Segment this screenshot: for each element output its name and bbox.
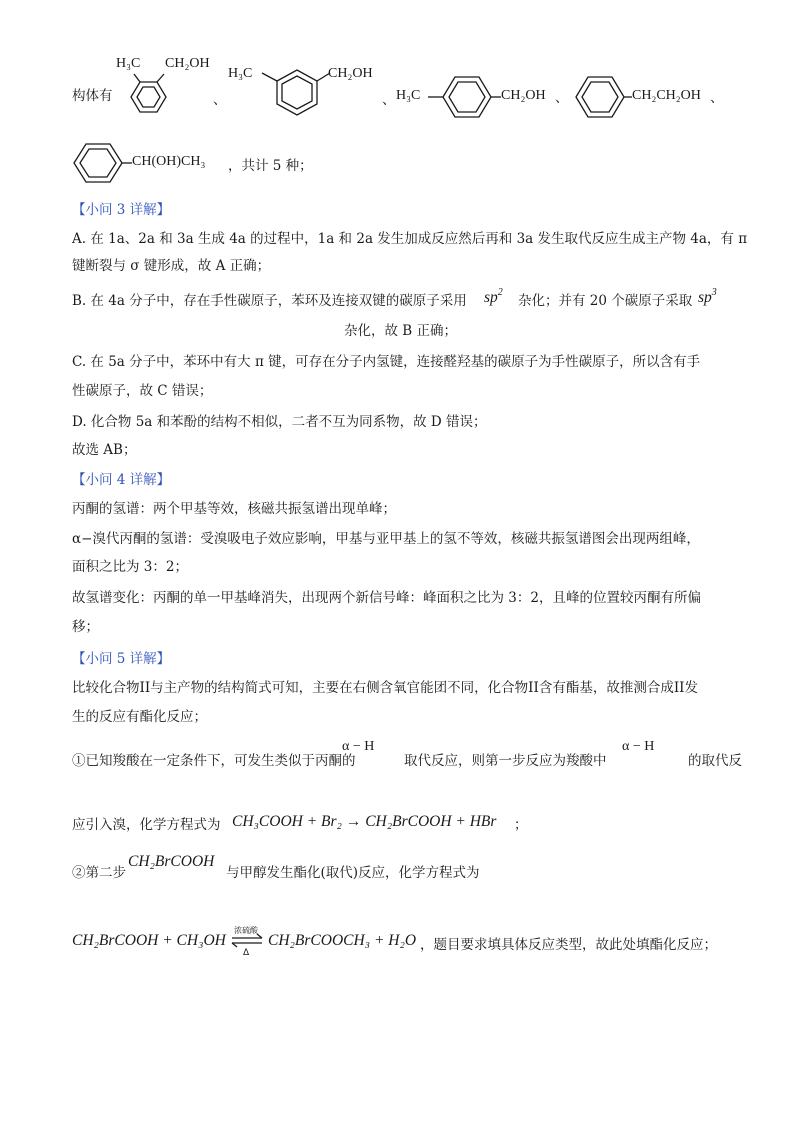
q3-option-b-line1: B. 在 4a 分子中，存在手性碳原子，苯环及连接双键的碳原子采用 xyxy=(72,293,467,309)
separator: 、 xyxy=(555,90,569,106)
q4-line3: 面积之比为 3：2； xyxy=(72,559,188,575)
s1-ch2oh: CH₂OH xyxy=(165,56,210,71)
equation-esterification-right: CH₂BrCOOCH₃ + H₂O xyxy=(268,932,417,949)
alpha-h-term: α − H xyxy=(342,739,375,754)
q3-option-d: D. 化合物 5a 和苯酚的结构不相似，二者不互为同系物，故 D 错误； xyxy=(72,414,487,430)
separator: 、 xyxy=(382,92,396,108)
separator: 、 xyxy=(213,92,227,108)
q5-step2-text-b: 与甲醇发生酯化(取代)反应，化学方程式为 xyxy=(226,865,480,881)
s3-ch2oh: CH₂OH xyxy=(501,88,546,103)
q3-option-a-line2: 键断裂与 σ 键形成，故 A 正确； xyxy=(72,258,271,274)
s1-methyl: H₃C xyxy=(116,56,141,71)
q3-header: 【小问 3 详解】 xyxy=(72,202,171,218)
q3-option-b-line2: 杂化，故 B 正确； xyxy=(344,323,458,339)
q5-step1-text-d: 应引入溴，化学方程式为 xyxy=(72,817,221,833)
q5-step1-end: ； xyxy=(514,817,528,833)
isomer-intro: 构体有 xyxy=(72,88,113,104)
condition-catalyst: 浓硫酸 xyxy=(234,926,258,935)
sp2-term: $sp^2$ xyxy=(484,287,503,306)
equation-bromination: CH₃COOH + Br₂ → CH₂BrCOOH + HBr xyxy=(232,813,497,830)
q4-line1: 丙酮的氢谱：两个甲基等效，核磁共振氢谱出现单峰； xyxy=(72,501,396,517)
q3-option-c-line1: C. 在 5a 分子中，苯环中有大 π 键，可存在分子内氢键，连接醛羟基的碳原子为手性碳原子，所以含有手 xyxy=(72,354,701,370)
bromoacetic-acid-formula: CH₂BrCOOH xyxy=(128,853,215,870)
s3-methyl: H₃C xyxy=(396,88,421,103)
q4-line2: α−溴代丙酮的氢谱：受溴吸电子效应影响，甲基与亚甲基上的氢不等效，核磁共振氢谱图会出现两组峰， xyxy=(72,531,700,547)
alpha-h-term-2: α − H xyxy=(622,739,655,754)
condition-heat: Δ xyxy=(243,948,250,958)
q3-answer: 故选 AB； xyxy=(72,442,137,458)
q5-line2: 生的反应有酯化反应； xyxy=(72,709,207,725)
q5-line1: 比较化合物II与主产物的结构简式可知，主要在右侧含氧官能团不同，化合物II含有酯基，故推测合成II发 xyxy=(72,680,698,696)
q4-header: 【小问 4 详解】 xyxy=(72,472,171,488)
q5-step1-text-a: ①已知羧酸在一定条件下，可发生类似于丙酮的 xyxy=(72,753,356,769)
q5-step2-text-a: ②第二步 xyxy=(72,865,126,881)
q5-header: 【小问 5 详解】 xyxy=(72,651,171,667)
q5-conclusion: ，题目要求填具体反应类型，故此处填酯化反应； xyxy=(420,937,717,953)
q3-option-b-line1b: 杂化；并有 20 个碳原子采取 xyxy=(518,293,693,309)
q4-line4: 故氢谱变化：丙酮的单一甲基峰消失，出现两个新信号峰：峰面积之比为 3：2，且峰的位置较丙酮有所偏 xyxy=(72,590,701,606)
s2-ch2oh: CH₂OH xyxy=(328,66,373,81)
isomer-total: ，共计 5 种； xyxy=(228,158,313,174)
q3-option-a-line1: A. 在 1a、2a 和 3a 生成 4a 的过程中，1a 和 2a 发生加成反应然后再和 3a 发生取代反应生成主产物 4a，有 π xyxy=(72,231,748,247)
q5-step1-text-b: 取代反应，则第一步反应为羧酸中 xyxy=(404,753,607,769)
separator: 、 xyxy=(710,90,724,106)
s2-methyl: H₃C xyxy=(228,66,253,81)
q3-option-c-line2: 性碳原子，故 C 错误； xyxy=(72,383,213,399)
s4-chain: CH₂CH₂OH xyxy=(632,88,701,103)
q4-line5: 移； xyxy=(72,619,99,635)
equation-esterification-left: CH₂BrCOOH + CH₃OH xyxy=(72,932,226,949)
q5-step1-text-c: 的取代反 xyxy=(688,753,742,769)
s5-chain: CH(OH)CH₃ xyxy=(132,154,206,169)
sp3-term: $sp^3$ xyxy=(698,287,717,306)
